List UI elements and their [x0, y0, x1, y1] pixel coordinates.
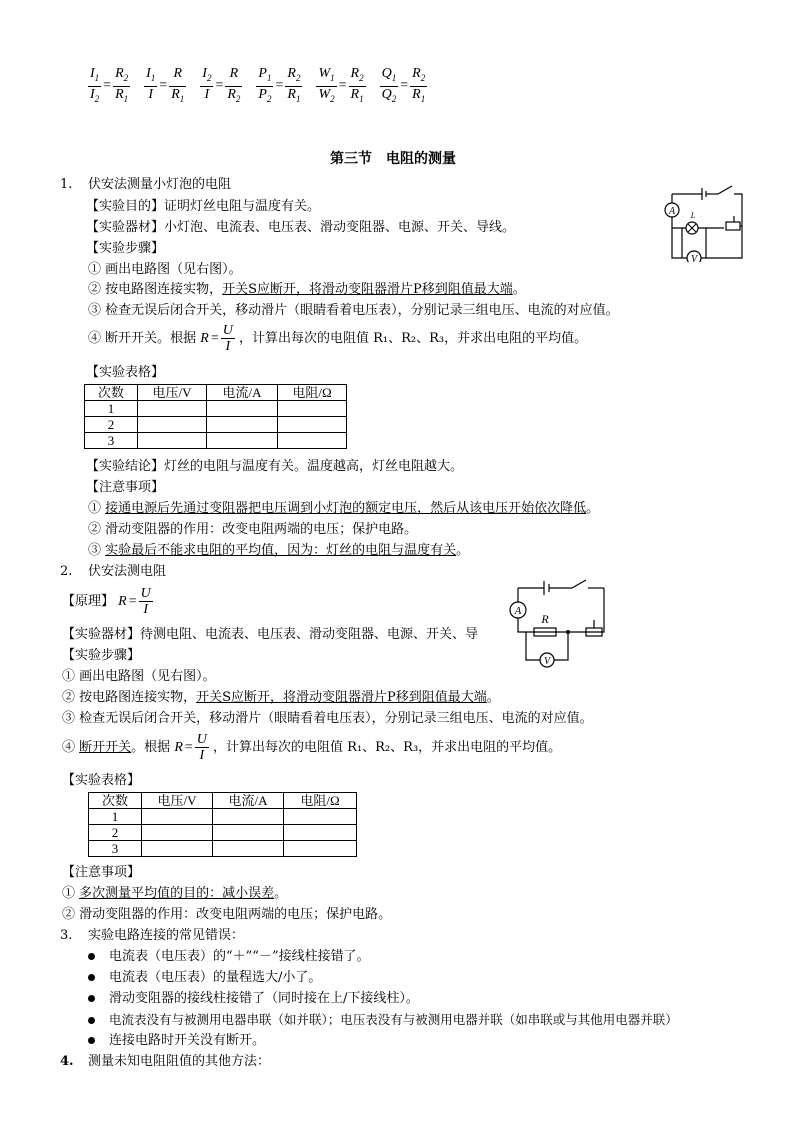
denominator	[256, 87, 273, 107]
table-header-row	[89, 793, 357, 809]
table-cell	[142, 825, 213, 841]
term-symbol: R	[350, 66, 360, 81]
s2-steps-label: 【实验步骤】	[62, 648, 141, 663]
term-subscript: 1	[391, 72, 397, 83]
s2-step4-formula-num: U	[196, 732, 207, 747]
table-header: 电压/V	[142, 793, 213, 809]
term-subscript: 2	[391, 93, 397, 104]
denominator	[144, 87, 157, 107]
s1-step2-pre: ② 按电路图连接实物，	[88, 282, 223, 297]
formula-term	[412, 66, 425, 81]
s2-num: 2.	[60, 564, 73, 579]
term-symbol: Q	[381, 86, 392, 102]
table-cell	[207, 417, 278, 433]
s1-note3-pre: ③	[88, 543, 106, 558]
formula-term	[205, 87, 210, 102]
s3-item-4	[88, 1011, 678, 1029]
ammeter-label: A	[668, 206, 676, 217]
s1-heading: 伏安法测量小灯泡的电阻	[88, 177, 232, 192]
formula-term	[171, 87, 184, 102]
table-cell	[142, 841, 213, 857]
s1-data-table	[84, 384, 347, 449]
row-index: 1	[89, 809, 142, 825]
term-symbol: R	[115, 66, 124, 81]
s2-note2: ② 滑动变阻器的作用：改变电阻两端的电压；保护电路。	[62, 907, 392, 922]
denominator	[169, 87, 186, 107]
fraction	[144, 66, 157, 107]
s1-note3	[88, 542, 469, 560]
term-symbol: R	[412, 86, 421, 102]
s2-step2-pre: ② 按电路图连接实物，	[62, 690, 197, 705]
fraction	[88, 66, 101, 107]
s1-purpose: 【实验目的】证明灯丝电阻与温度有关。	[86, 199, 321, 214]
s1-num: 1.	[60, 177, 73, 192]
term-symbol: I	[204, 86, 210, 102]
term-symbol: R	[287, 66, 296, 81]
formula-term	[90, 87, 99, 102]
term-subscript: 1	[179, 93, 185, 104]
s3-heading: 实验电路连接的常见错误：	[88, 928, 245, 943]
table-cell	[284, 825, 357, 841]
formula-term	[287, 87, 300, 102]
s2-step4-post: ，计算出每次的电阻值 R₁、R₂、R₃，并求出电阻的平均值。	[213, 740, 562, 755]
circuit-diagram-resistor	[504, 578, 612, 668]
s3-item-text: 电流表没有与被测用电器串联（如并联）；电压表没有与被测用电器并联（如串联或与其他用电器并联）	[109, 1012, 678, 1027]
s1-step4-pre: ④ 断开开关。根据	[88, 331, 197, 346]
s1-step1: ① 画出电路图（见右图）。	[88, 262, 242, 277]
s2-step1: ① 画出电路图（见右图）。	[62, 669, 216, 684]
s2-step2-underlined: 开关S应断开，将滑动变阻器滑片P移到阻值最大端	[196, 690, 487, 705]
formula-term	[351, 66, 364, 81]
s2-formula-frac	[139, 586, 153, 617]
table-header: 电流/A	[207, 385, 278, 401]
row-index: 3	[89, 841, 142, 857]
s1-step4	[88, 323, 587, 354]
s1-step4-post: ，计算出每次的电阻值 R₁、R₂、R₃，并求出电阻的平均值。	[239, 331, 588, 346]
voltmeter-label: V	[690, 254, 698, 262]
formula-term	[230, 66, 239, 81]
equals-sign: =	[338, 78, 347, 94]
term-symbol: R	[115, 86, 124, 102]
s1-note1-pre: ①	[88, 501, 106, 516]
s2-note1-underlined: 多次测量平均值的目的：减小误差	[79, 886, 275, 901]
numerator	[200, 66, 213, 87]
resistor-label: R	[541, 612, 549, 626]
term-symbol: R	[229, 66, 239, 81]
s2-step4-formula-eq: =	[184, 739, 193, 755]
table-header: 次数	[85, 385, 138, 401]
table-row	[85, 401, 347, 417]
equals-sign: =	[275, 78, 284, 94]
formula-term	[351, 87, 364, 102]
s1-formula-eq: =	[210, 330, 219, 346]
term-symbol: R	[350, 86, 360, 102]
numerator	[225, 66, 242, 87]
term-subscript: 2	[266, 93, 272, 104]
formula-term	[382, 66, 397, 81]
lamp-label: L	[690, 211, 696, 220]
s1-formula-num: U	[222, 323, 233, 338]
row-index: 2	[85, 417, 138, 433]
s1-table-label: 【实验表格】	[86, 365, 165, 380]
term-subscript: 2	[235, 93, 241, 104]
s1-materials: 【实验器材】小灯泡、电流表、电压表、滑动变阻器、电源、开关、导线。	[86, 220, 516, 235]
fraction	[225, 66, 242, 107]
fraction	[256, 66, 273, 107]
term-subscript: 1	[94, 72, 100, 83]
s1-note1-post: 。	[586, 501, 600, 516]
fraction	[349, 66, 366, 107]
s3-item-3	[88, 990, 419, 1008]
s2-heading: 伏安法测电阻	[88, 564, 167, 579]
s2-principle-label: 【原理】	[62, 594, 115, 609]
table-header: 电压/V	[138, 385, 207, 401]
table-row	[85, 433, 347, 449]
s2-data-table	[88, 792, 357, 857]
numerator	[169, 66, 186, 87]
s1-note1-underlined: 接通电源后先通过变阻器把电压调到小灯泡的额定电压，然后从该电压开始依次降低	[105, 501, 587, 516]
s2-table-label: 【实验表格】	[62, 773, 141, 788]
s2-step3: ③ 检查无误后闭合开关，移动滑片（眼睛看着电压表），分别记录三组电压、电流的对应值。	[62, 711, 593, 726]
formula-term	[115, 87, 128, 102]
table-cell	[278, 401, 347, 417]
term-symbol: R	[227, 86, 236, 102]
bullet-icon	[88, 1037, 95, 1044]
table-header: 次数	[89, 793, 142, 809]
formula-term	[258, 87, 271, 102]
fraction	[169, 66, 186, 107]
term-symbol: W	[318, 66, 331, 81]
table-cell	[138, 417, 207, 433]
ammeter-label: A	[514, 605, 522, 617]
ratio-formula	[316, 66, 365, 107]
formula-term	[90, 66, 99, 81]
fraction	[410, 66, 427, 107]
formula-term	[173, 66, 182, 81]
term-subscript: 2	[359, 72, 364, 83]
s2-step2	[62, 689, 500, 707]
table-cell	[284, 809, 357, 825]
term-subscript: 1	[266, 72, 272, 83]
term-symbol: I	[90, 86, 95, 102]
denominator	[410, 87, 427, 107]
term-subscript: 2	[123, 72, 129, 83]
s1-conclusion: 【实验结论】灯丝的电阻与温度有关。温度越高，灯丝电阻越大。	[86, 459, 464, 474]
table-cell	[207, 433, 278, 449]
numerator	[285, 66, 302, 87]
s1-formula-den: I	[225, 339, 231, 354]
denominator	[113, 87, 130, 107]
s1-note3-underlined: 实验最后不能求电阻的平均值，因为：灯丝的电阻与温度有关	[105, 543, 457, 558]
term-subscript: 1	[295, 93, 301, 104]
s2-note1-pre: ①	[62, 886, 80, 901]
term-subscript: 1	[123, 93, 129, 104]
term-symbol: I	[146, 66, 151, 81]
s3-item-2	[88, 969, 321, 987]
formula-term	[287, 66, 300, 81]
ratio-formula	[380, 66, 428, 107]
denominator	[88, 87, 101, 107]
s4-heading: 测量未知电阻阻值的其他方法：	[88, 1054, 271, 1069]
section-title: 第三节 电阻的测量	[330, 151, 456, 167]
ratio-formula	[200, 66, 242, 107]
term-symbol: I	[90, 66, 95, 81]
numerator	[113, 66, 130, 87]
s2-formula-lhs: R	[118, 594, 127, 609]
s2-step4	[62, 732, 561, 763]
table-cell	[278, 433, 347, 449]
s2-formula-den: I	[143, 602, 149, 617]
s2-step4-underlined: 断开开关	[79, 740, 132, 755]
bullet-icon	[88, 953, 95, 960]
bullet-icon	[88, 995, 95, 1002]
term-symbol: P	[258, 66, 267, 81]
table-header: 电流/A	[213, 793, 284, 809]
circuit-diagram-lamp	[662, 180, 750, 262]
s1-notes-label: 【注意事项】	[86, 480, 165, 495]
denominator	[380, 87, 399, 107]
s1-note2: ② 滑动变阻器的作用：改变电阻两端的电压；保护电路。	[88, 522, 418, 537]
voltmeter-label: V	[543, 656, 551, 667]
table-row	[89, 841, 357, 857]
term-symbol: P	[258, 86, 267, 102]
term-symbol: I	[148, 86, 154, 102]
s2-step2-post: 。	[486, 690, 500, 705]
table-cell	[284, 841, 357, 857]
numerator	[380, 66, 399, 87]
term-symbol: I	[202, 66, 207, 81]
s2-formula-eq: =	[128, 593, 137, 609]
formula-term	[412, 87, 425, 102]
s1-note1	[88, 500, 599, 518]
table-row	[89, 825, 357, 841]
table-header: 电阻/Ω	[278, 385, 347, 401]
table-header: 电阻/Ω	[284, 793, 357, 809]
s2-notes-label: 【注意事项】	[62, 865, 141, 880]
equals-sign: =	[159, 78, 168, 94]
term-symbol: W	[318, 86, 331, 102]
table-cell	[213, 825, 284, 841]
term-symbol: R	[171, 86, 180, 102]
numerator	[410, 66, 427, 87]
s1-steps-label: 【实验步骤】	[86, 241, 165, 256]
s2-principle	[62, 586, 153, 617]
numerator	[316, 66, 336, 87]
s4-num: 4.	[60, 1054, 74, 1069]
row-index: 2	[89, 825, 142, 841]
ratio-formula	[144, 66, 186, 107]
term-subscript: 2	[330, 93, 335, 104]
denominator	[349, 87, 366, 107]
s1-step2	[88, 281, 526, 299]
term-symbol: R	[412, 66, 421, 81]
equals-sign: =	[103, 78, 112, 94]
bullet-icon	[88, 1017, 95, 1024]
ratio-formula	[256, 66, 302, 107]
row-index: 3	[85, 433, 138, 449]
numerator	[256, 66, 273, 87]
table-cell	[213, 841, 284, 857]
formula-term	[318, 87, 334, 102]
term-symbol: R	[287, 86, 296, 102]
s1-step3: ③ 检查无误后闭合开关，移动滑片（眼睛看着电压表），分别记录三组电压、电流的对应值。	[88, 303, 619, 318]
s2-step4-pre: 。根据	[131, 740, 171, 755]
term-symbol: Q	[381, 66, 392, 81]
table-cell	[278, 417, 347, 433]
s1-formula-lhs: R	[200, 331, 209, 346]
s2-step4-formula-lhs: R	[174, 740, 183, 755]
s3-item-text: 电流表（电压表）的量程选大/小了。	[109, 970, 322, 985]
s1-formula-frac	[221, 323, 235, 354]
s3-item-5	[88, 1032, 265, 1050]
bullet-icon	[88, 974, 95, 981]
term-subscript: 1	[359, 93, 364, 104]
formula-term	[115, 66, 128, 81]
numerator	[349, 66, 366, 87]
formula-term	[148, 87, 153, 102]
numerator	[144, 66, 157, 87]
s2-step4-num: ④	[62, 740, 80, 755]
formula-term	[382, 87, 397, 102]
table-cell	[142, 809, 213, 825]
s1-step2-post: 。	[512, 282, 526, 297]
table-cell	[207, 401, 278, 417]
s2-note1-post: 。	[274, 886, 288, 901]
s2-formula-num: U	[140, 586, 151, 601]
equals-sign: =	[215, 78, 224, 94]
table-row	[85, 417, 347, 433]
formula-term	[146, 66, 155, 81]
denominator	[285, 87, 302, 107]
denominator	[200, 87, 213, 107]
table-cell	[138, 433, 207, 449]
s3-item-text: 连接电路时开关没有断开。	[109, 1033, 266, 1048]
fraction	[200, 66, 213, 107]
table-header-row	[85, 385, 347, 401]
denominator	[316, 87, 336, 107]
term-subscript: 1	[330, 72, 335, 83]
table-cell	[138, 401, 207, 417]
equals-sign: =	[400, 78, 409, 94]
table-row	[89, 809, 357, 825]
s1-step2-underlined: 开关S应断开，将滑动变阻器滑片P移到阻值最大端	[222, 282, 513, 297]
formula-term	[318, 66, 334, 81]
fraction	[113, 66, 130, 107]
formula-term	[227, 87, 240, 102]
s2-note1	[62, 885, 287, 903]
s2-materials: 【实验器材】待测电阻、电流表、电压表、滑动变阻器、电源、开关、导	[62, 627, 479, 642]
term-subscript: 2	[206, 72, 212, 83]
table-cell	[213, 809, 284, 825]
term-subscript: 2	[94, 93, 100, 104]
term-symbol: R	[173, 66, 183, 81]
s3-item-text: 滑动变阻器的接线柱接错了（同时接在上/下接线柱）。	[109, 991, 419, 1006]
formula-term	[258, 66, 271, 81]
s3-num: 3.	[60, 928, 73, 943]
formula-row	[88, 66, 441, 107]
numerator	[88, 66, 101, 87]
fraction	[285, 66, 302, 107]
s2-step4-formula-frac	[195, 732, 209, 763]
term-subscript: 2	[295, 72, 301, 83]
fraction	[380, 66, 399, 107]
term-subscript: 1	[420, 93, 426, 104]
ratio-formula	[88, 66, 130, 107]
formula-term	[202, 66, 211, 81]
s3-item-1	[88, 948, 370, 966]
s1-note3-post: 。	[456, 543, 470, 558]
s3-item-text: 电流表（电压表）的“＋”“－”接线柱接错了。	[109, 949, 370, 964]
term-subscript: 1	[150, 72, 156, 83]
fraction	[316, 66, 336, 107]
row-index: 1	[85, 401, 138, 417]
s2-step4-formula-den: I	[199, 748, 205, 763]
denominator	[225, 87, 242, 107]
term-subscript: 2	[420, 72, 426, 83]
